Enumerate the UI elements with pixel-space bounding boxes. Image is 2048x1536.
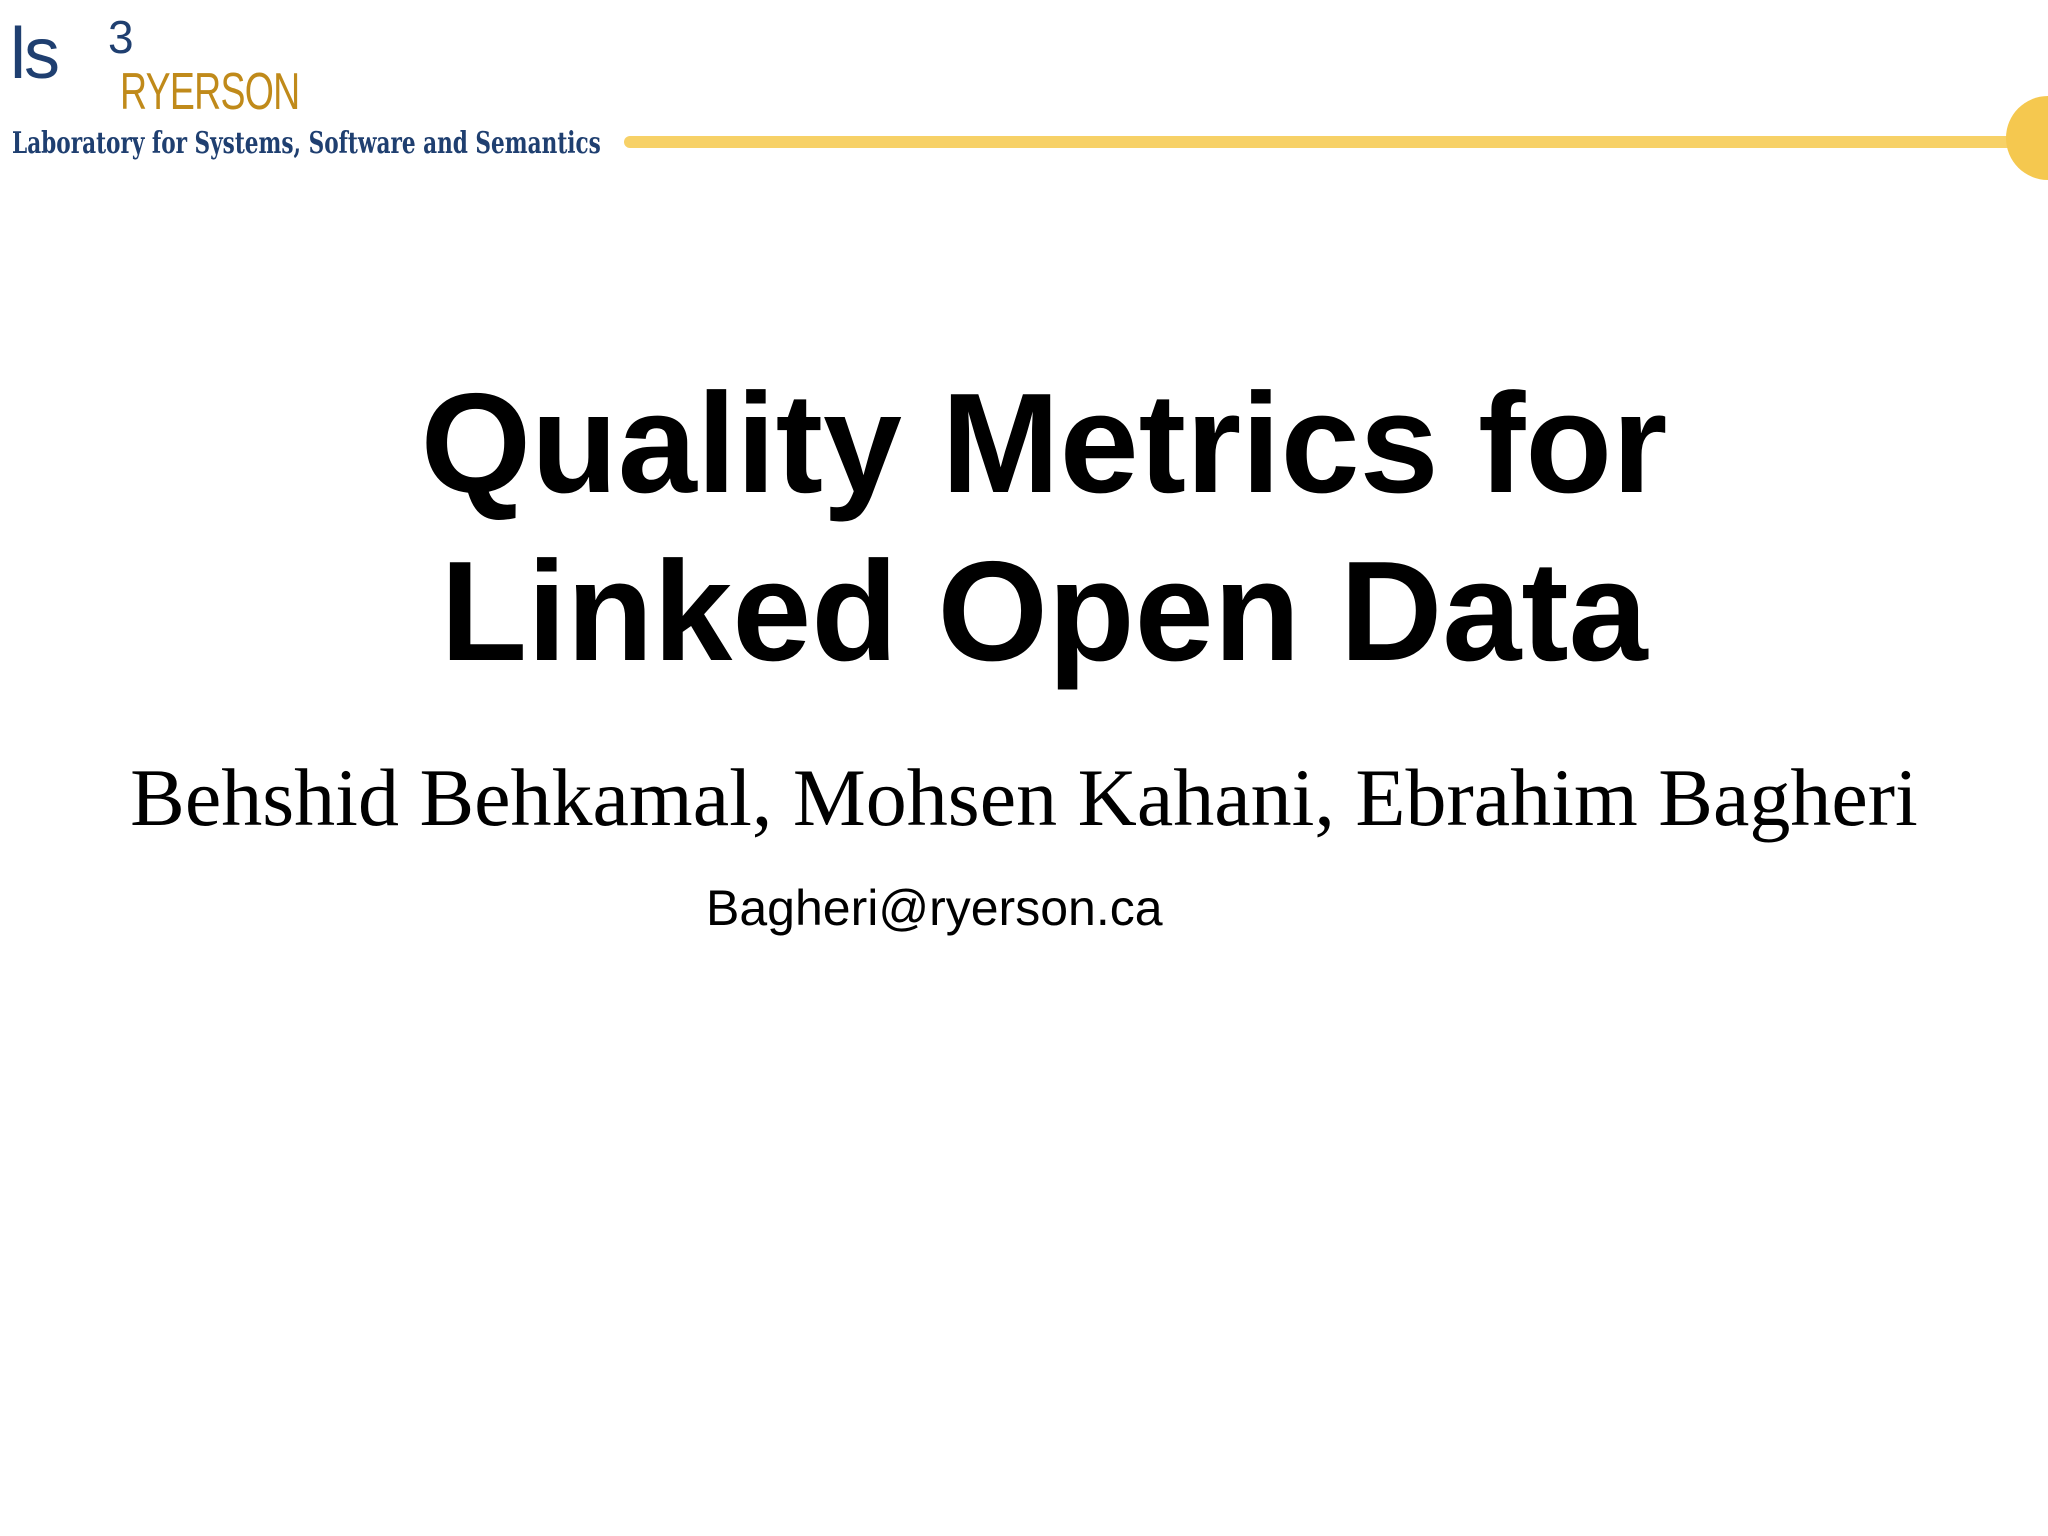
title-line-2: Linked Open Data — [440, 532, 1648, 691]
logo-mark: ls — [10, 14, 58, 94]
logo-superscript: 3 — [108, 11, 134, 63]
author-list: Behshid Behkamal, Mohsen Kahani, Ebrahim Bagheri — [130, 752, 1918, 843]
header-rule — [624, 136, 2024, 148]
contact-email: Bagheri@ryerson.ca — [706, 880, 1163, 936]
lab-tagline: Laboratory for Systems, Software and Semantics — [12, 126, 601, 161]
slide-title — [0, 360, 2048, 696]
organization-name: RYERSON — [120, 63, 300, 121]
lab-logo — [10, 11, 640, 168]
title-line-1: Quality Metrics for — [420, 364, 1668, 523]
header-rule-cap — [2006, 96, 2048, 180]
